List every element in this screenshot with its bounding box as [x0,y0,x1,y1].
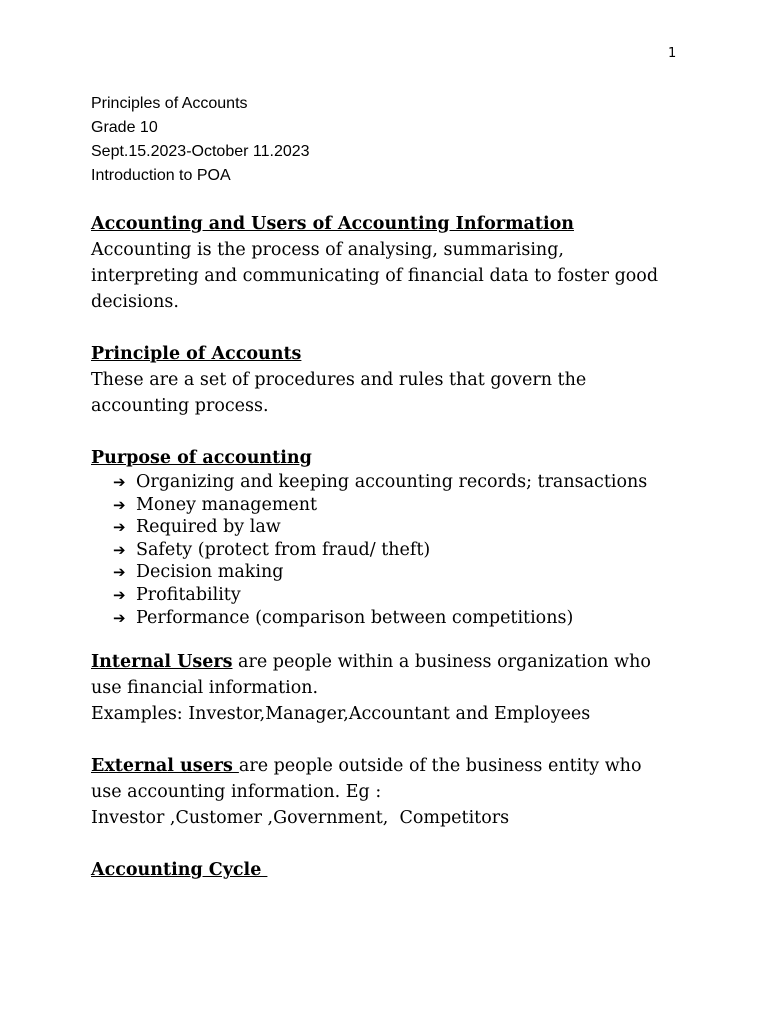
list-item [113,539,671,562]
list-item [113,494,671,517]
purpose-list [113,471,671,629]
list-item [113,607,671,630]
list-item [113,516,671,539]
accounting-definition: Accounting is the process of analysing, summarising, interpreting and communicating of financial data to foster good decisions. [91,240,659,312]
right-arrow-icon: ➔ [113,585,126,604]
grade-line: Grade 10 [91,119,158,136]
document-header [91,92,310,188]
internal-users-paragraph [91,649,671,701]
right-arrow-icon: ➔ [113,518,126,537]
right-arrow-icon: ➔ [113,473,126,491]
topic-line: Introduction to POA [91,167,231,184]
internal-users-definition: are people within a business organization who use financial information. [91,652,651,699]
list-item [113,471,671,494]
section-heading-accounting-cycle: Accounting Cycle [91,860,268,881]
list-item-text: Safety (protect from fraud/ theft) [136,539,431,560]
date-range-line: Sept.15.2023-October 11.2023 [91,143,310,160]
section-heading-accounting-users: Accounting and Users of Accounting Information [91,214,574,234]
page-number: 1 [668,46,677,61]
list-item [113,561,671,584]
external-users-term: External users [91,756,239,777]
right-arrow-icon: ➔ [113,608,126,627]
right-arrow-icon: ➔ [113,563,126,582]
internal-users-term: Internal Users [91,652,233,673]
external-users-definition: are people outside of the business entity who use accounting information. Eg : [91,756,642,803]
document-body [91,211,671,883]
principle-definition: These are a set of procedures and rules that govern the accounting process. [91,370,587,416]
list-item-text: Performance (comparison between competitions) [136,607,574,628]
external-users-examples: Investor ,Customer ,Government, Competitors [91,808,510,829]
right-arrow-icon: ➔ [113,540,126,559]
list-item-text: Money management [136,494,318,515]
list-item [113,584,671,607]
subject-line: Principles of Accounts [91,95,248,112]
external-users-paragraph [91,753,671,805]
section-heading-purpose: Purpose of accounting [91,448,312,468]
list-item-text: Profitability [136,584,241,605]
list-item-text: Required by law [136,517,281,538]
right-arrow-icon: ➔ [113,495,126,514]
internal-users-examples: Examples: Investor,Manager,Accountant and Employees [91,704,591,725]
section-heading-principle-of-accounts: Principle of Accounts [91,344,302,364]
list-item-text: Organizing and keeping accounting records; transactions [136,472,648,492]
list-item-text: Decision making [136,562,284,583]
